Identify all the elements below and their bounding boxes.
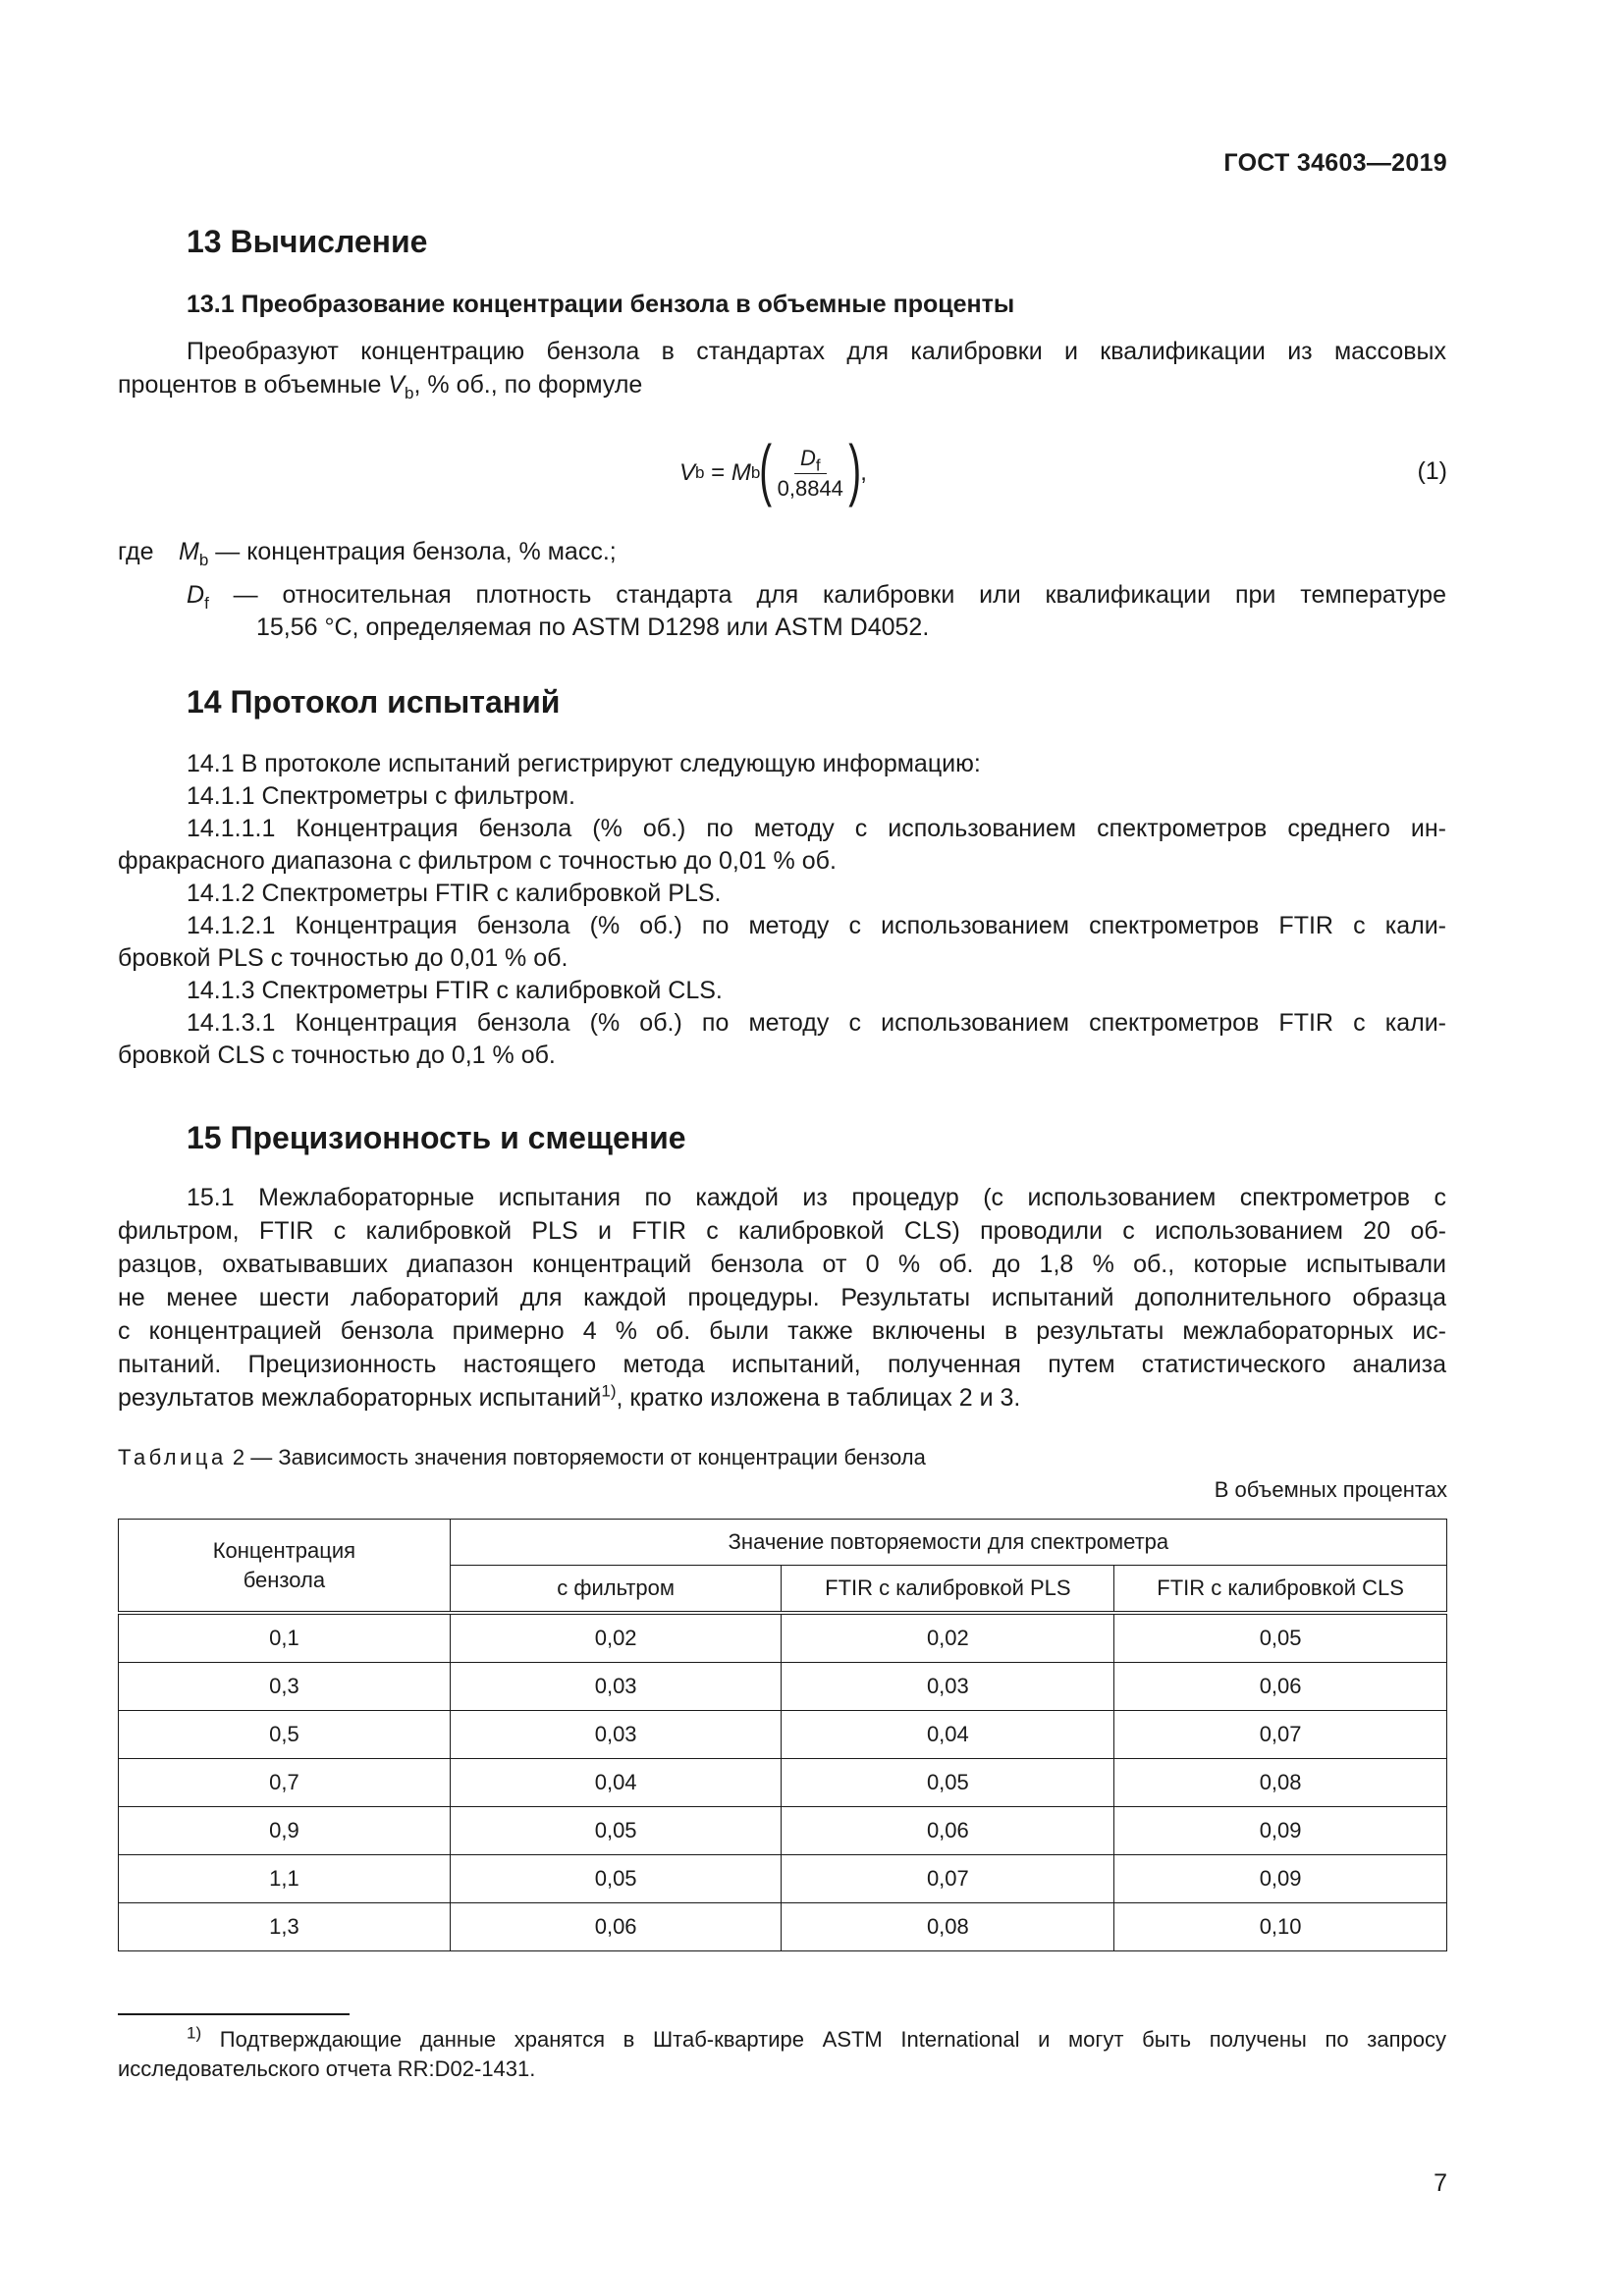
where-def-df-line-2: 15,56 °С, определяемая по ASTM D1298 или ASTM D4052.: [256, 614, 930, 641]
cell: 1,1: [119, 1855, 451, 1903]
s14-line: 14.1.3 Спектрометры FTIR с калибровкой CLS.: [187, 977, 723, 1004]
cell: 1,3: [119, 1903, 451, 1951]
table-row: [119, 1711, 1447, 1759]
cell: 0,08: [1114, 1759, 1447, 1807]
s14-line: бровкой CLS с точностью до 0,1 % об.: [118, 1041, 556, 1069]
section-14-title: 14 Протокол испытаний: [187, 684, 561, 720]
footnote: $^{1)}$ Подтверждающие данные хранятся в Штаб-квартире ASTM International и могут быть получены по запросу исследовательского отчета RR:D02-1431.: [118, 2023, 1446, 2081]
section-13-title: 13 Вычисление: [187, 224, 428, 259]
left-paren: (: [759, 431, 773, 507]
table-unit-note: В объемных процентах: [1214, 1477, 1447, 1502]
cell: 0,5: [119, 1711, 451, 1759]
cell: 0,04: [782, 1711, 1114, 1759]
cell: 0,05: [450, 1855, 782, 1903]
cell: 0,10: [1114, 1903, 1447, 1951]
standard-code: ГОСТ 34603—2019: [1223, 149, 1447, 177]
subsection-13-1-title: 13.1 Преобразование концентрации бензола в объемные проценты: [187, 291, 1015, 318]
header-ftir-pls: FTIR с калибровкой PLS: [782, 1566, 1114, 1614]
where-def-mb: $M_b$ — концентрация бензола, % масс.;: [179, 538, 617, 569]
header-ftir-cls: FTIR с калибровкой CLS: [1114, 1566, 1447, 1614]
s15-line: с концентрацией бензола примерно 4 % об. были также включены в результаты межлабораторных ис-: [118, 1317, 1446, 1345]
table-row: [119, 1807, 1447, 1855]
cell: 0,07: [782, 1855, 1114, 1903]
cell: 0,7: [119, 1759, 451, 1807]
cell: 0,08: [782, 1903, 1114, 1951]
page-number: 7: [1434, 2169, 1447, 2197]
s15-line-last: результатов межлабораторных испытаний$^{1)}$, кратко изложена в таблицах 2 и 3.: [118, 1381, 1021, 1412]
s15-line: разцов, охватывавших диапазон концентраций бензола от 0 % об. до 1,8 % об., которые испытывали: [118, 1251, 1446, 1278]
s14-line: 14.1.2.1 Концентрация бензола (% об.) по методу с использованием спектрометров FTIR с кали-: [187, 912, 1446, 939]
cell: 0,05: [450, 1807, 782, 1855]
s14-line: 14.1 В протоколе испытаний регистрируют следующую информацию:: [187, 750, 981, 777]
fraction: $\frac{D_f}{0,8844}$: [777, 445, 843, 501]
s14-line: 14.1.2 Спектрометры FTIR с калибровкой PLS.: [187, 880, 722, 907]
header-concentration: Концентрация бензола: [119, 1520, 451, 1614]
cell: 0,03: [450, 1663, 782, 1711]
s15-line: не менее шести лабораторий для каждой процедуры. Результаты испытаний дополнительного образца: [118, 1284, 1446, 1311]
s15-line: фильтром, FTIR с калибровкой PLS и FTIR с калибровкой CLS) проводили с использованием 20 об-: [118, 1217, 1446, 1245]
paragraph-13-1-line-1: Преобразуют концентрацию бензола в стандартах для калибровки и квалификации из массовых: [187, 338, 1446, 365]
cell: 0,02: [450, 1613, 782, 1663]
cell: 0,07: [1114, 1711, 1447, 1759]
s14-line: 14.1.3.1 Концентрация бензола (% об.) по методу с использованием спектрометров FTIR с кали-: [187, 1009, 1446, 1037]
cell: 0,06: [1114, 1663, 1447, 1711]
header-repeatability-group: Значение повторяемости для спектрометра: [450, 1520, 1446, 1566]
cell: 0,03: [782, 1663, 1114, 1711]
cell: 0,04: [450, 1759, 782, 1807]
table-row: [119, 1903, 1447, 1951]
cell: 0,05: [782, 1759, 1114, 1807]
cell: 0,09: [1114, 1855, 1447, 1903]
s14-line: 14.1.1.1 Концентрация бензола (% об.) по методу с использованием спектрометров среднего ин-: [187, 815, 1446, 842]
paragraph-13-1-line-2: процентов в объемные $V_b$, % об., по формуле: [118, 371, 643, 402]
cell: 0,1: [119, 1613, 451, 1663]
cell: 0,09: [1114, 1807, 1447, 1855]
s15-line: 15.1 Межлабораторные испытания по каждой из процедур (с использованием спектрометров с: [187, 1184, 1446, 1211]
right-paren: ): [848, 431, 861, 507]
cell: 0,3: [119, 1663, 451, 1711]
table-caption: Таблица 2 — Зависимость значения повторяемости от концентрации бензола: [118, 1445, 926, 1469]
s14-line: бровкой PLS с точностью до 0,01 % об.: [118, 944, 568, 972]
table-row: [119, 1663, 1447, 1711]
cell: 0,06: [782, 1807, 1114, 1855]
where-word: где: [118, 538, 154, 565]
formula-1: V b = M b ( $\frac{D_f}{0,8844}$ ) ,: [679, 431, 867, 507]
s14-line: 14.1.1 Спектрометры с фильтром.: [187, 782, 575, 810]
s14-line: фракрасного диапазона с фильтром с точностью до 0,01 % об.: [118, 847, 837, 875]
repeatability-table: [118, 1519, 1447, 1951]
footnote-separator: [118, 2013, 350, 2015]
table-row: [119, 1759, 1447, 1807]
cell: 0,06: [450, 1903, 782, 1951]
header-filter: с фильтром: [450, 1566, 782, 1614]
section-15-title: 15 Прецизионность и смещение: [187, 1120, 686, 1155]
s15-line: пытаний. Прецизионность настоящего метода испытаний, полученная путем статистического анализа: [118, 1351, 1446, 1378]
cell: 0,9: [119, 1807, 451, 1855]
table-row: [119, 1613, 1447, 1663]
where-def-df-line-1: $D_f$ — относительная плотность стандарта для калибровки или квалификации при температуре: [187, 581, 1446, 613]
cell: 0,02: [782, 1613, 1114, 1663]
table-row: [119, 1855, 1447, 1903]
cell: 0,03: [450, 1711, 782, 1759]
formula-number: (1): [1417, 457, 1447, 485]
cell: 0,05: [1114, 1613, 1447, 1663]
